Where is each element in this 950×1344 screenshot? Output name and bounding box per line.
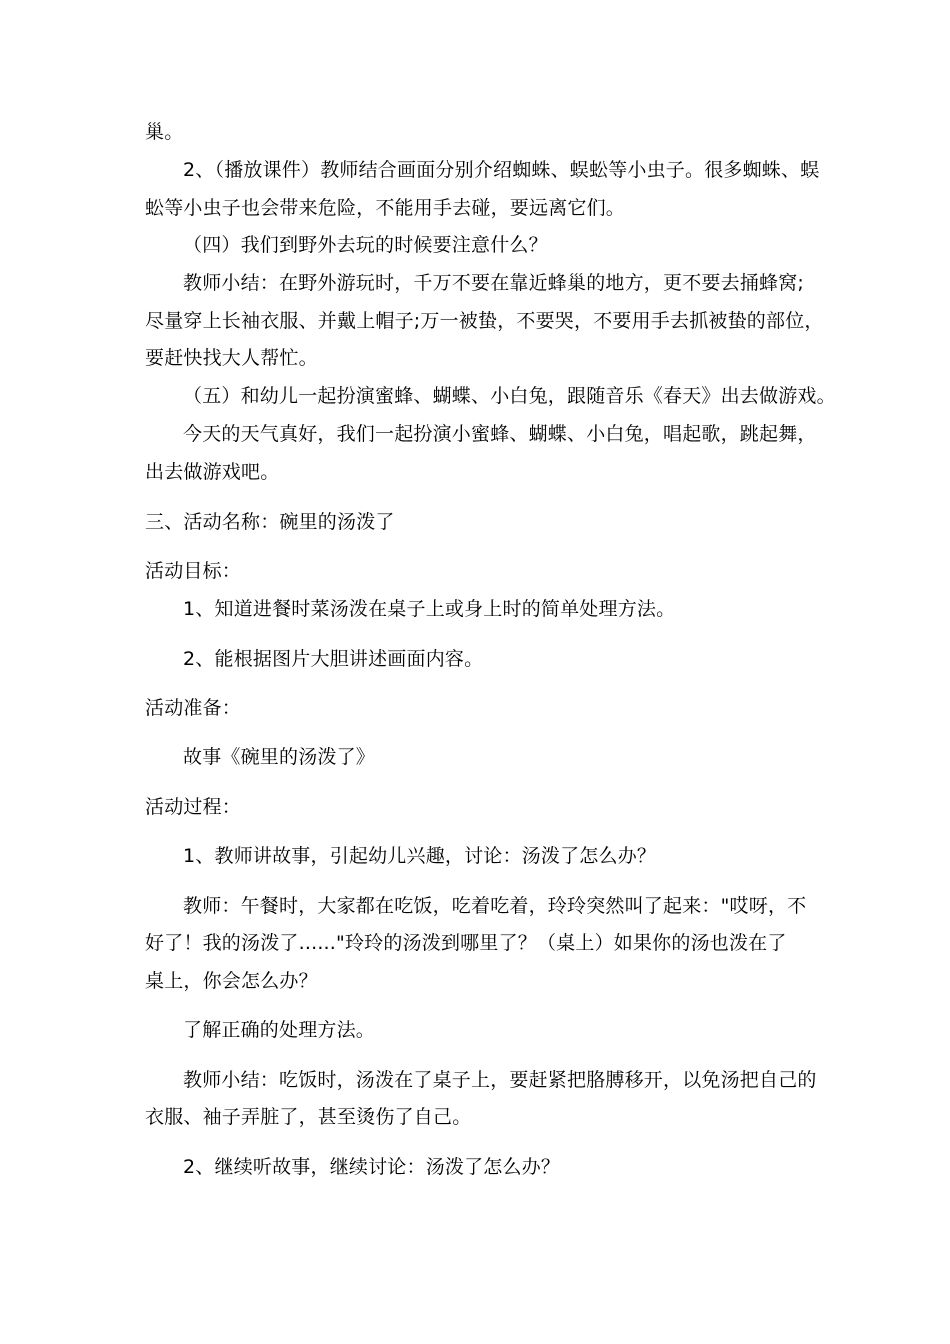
- text-line: 衣服、袖子弄脏了，甚至烫伤了自己。: [145, 1106, 472, 1128]
- text-line: 好了！我的汤泼了......"玲玲的汤泼到哪里了？（桌上）如果你的汤也泼在了: [145, 932, 787, 954]
- section-heading: （四）我们到野外去玩的时候要注意什么？: [183, 234, 548, 256]
- text-line: 教师小结：在野外游玩时，千万不要在靠近蜂巢的地方，更不要去捅蜂窝;: [183, 272, 805, 294]
- text-line: 今天的天气真好，我们一起扮演小蜜蜂、蝴蝶、小白兔，唱起歌，跳起舞，: [183, 423, 817, 445]
- subsection-label: 活动准备：: [145, 697, 242, 719]
- activity-title: 三、活动名称：碗里的汤泼了: [145, 511, 395, 533]
- text-line: 教师小结：吃饭时，汤泼在了桌子上，要赶紧把胳膊移开，以免汤把自己的: [183, 1069, 817, 1091]
- text-line: 巢。: [145, 121, 184, 143]
- text-line: 2、继续听故事，继续讨论：汤泼了怎么办？: [183, 1156, 561, 1178]
- text-line: 出去做游戏吧。: [145, 461, 280, 483]
- text-line: 教师：午餐时，大家都在吃饭，吃着吃着，玲玲突然叫了起来："哎呀，不: [183, 895, 807, 917]
- text-line: 蚣等小虫子也会带来危险，不能用手去碰，要远离它们。: [145, 197, 626, 219]
- text-line: 桌上，你会怎么办？: [145, 970, 318, 992]
- text-line: 1、知道进餐时菜汤泼在桌子上或身上时的简单处理方法。: [183, 598, 676, 620]
- subsection-label: 活动过程：: [145, 796, 242, 818]
- subsection-label: 活动目标：: [145, 560, 242, 582]
- section-heading: （五）和幼儿一起扮演蜜蜂、蝴蝶、小白兔，跟随音乐《春天》出去做游戏。: [183, 385, 836, 407]
- text-line: 要赶快找大人帮忙。: [145, 347, 318, 369]
- text-line: 了解正确的处理方法。: [183, 1019, 376, 1041]
- text-line: 1、教师讲故事，引起幼儿兴趣，讨论：汤泼了怎么办？: [183, 845, 657, 867]
- text-line: 2、能根据图片大胆讲述画面内容。: [183, 648, 484, 670]
- text-line: 2、（播放课件）教师结合画面分别介绍蜘蛛、蜈蚣等小虫子。很多蜘蛛、蜈: [183, 159, 820, 181]
- text-line: 尽量穿上长袖衣服、并戴上帽子;万一被蛰，不要哭，不要用手去抓被蛰的部位，: [145, 310, 824, 332]
- text-line: 故事《碗里的汤泼了》: [183, 746, 376, 768]
